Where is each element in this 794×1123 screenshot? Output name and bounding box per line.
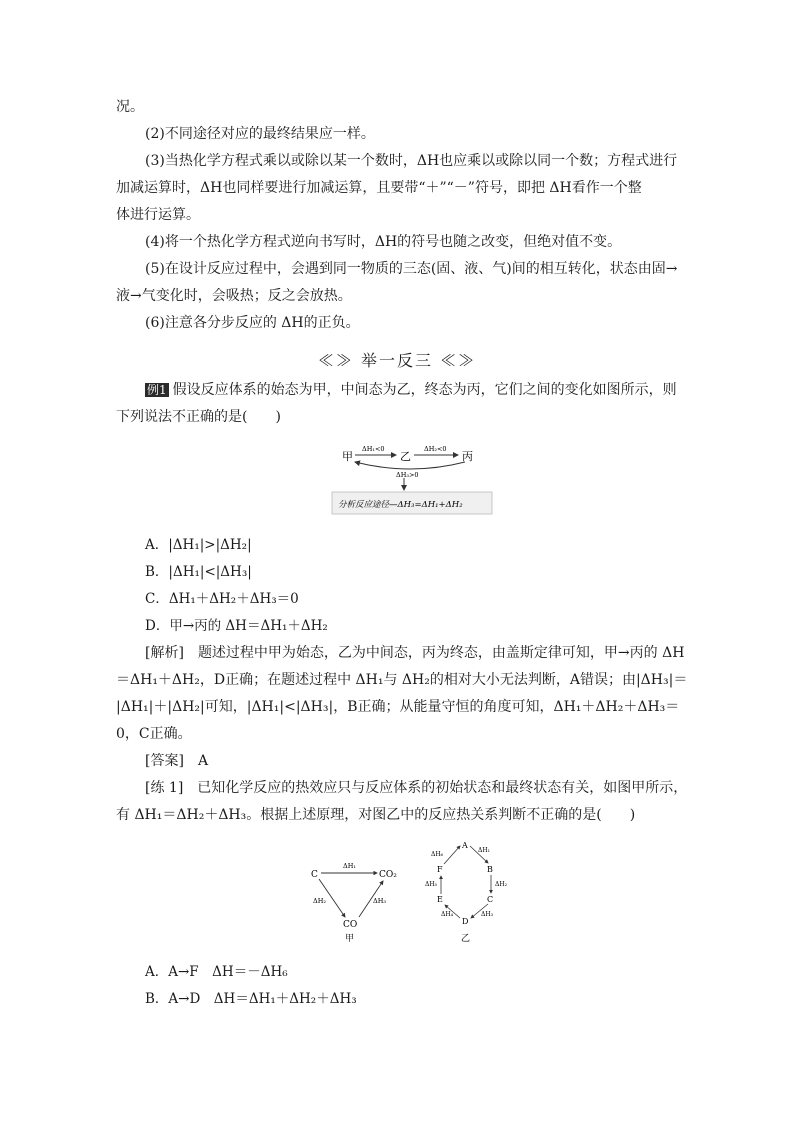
- state-yi: 乙: [400, 450, 411, 463]
- option-d: D．甲→丙的 ΔH＝ΔH₁＋ΔH₂: [145, 618, 328, 634]
- node-c: C: [311, 870, 318, 880]
- dh1-label: ΔH₁<0: [362, 445, 385, 453]
- rule-3-cont: 体进行运算。: [116, 207, 200, 223]
- node-d: D: [462, 917, 469, 926]
- caption-jia: 甲: [345, 934, 355, 944]
- dh5-label: ΔH₅: [425, 881, 437, 888]
- practice-option-b: B．A→D ΔH＝ΔH₁＋ΔH₂＋ΔH₃: [145, 991, 357, 1007]
- diagram-jia: [305, 855, 415, 945]
- state-bing: 丙: [462, 450, 473, 463]
- diagram-yi: [425, 838, 520, 948]
- node-c: C: [487, 895, 494, 904]
- node-co: CO: [343, 920, 358, 930]
- dh3-label: ΔH₃: [373, 897, 386, 905]
- option-b: B．|ΔH₁|<|ΔH₃|: [145, 564, 252, 580]
- caption-yi: 乙: [461, 934, 471, 944]
- option-a: A．|ΔH₁|>|ΔH₂|: [145, 537, 252, 553]
- example-tag: 例1: [147, 383, 167, 397]
- analysis-tag: [解析]: [145, 645, 184, 661]
- answer-value: A: [197, 753, 209, 769]
- example-question-cont: 下列说法不正确的是( ): [116, 409, 281, 425]
- practice-text: 已知化学反应的热效应只与反应体系的初始状态和最终状态有关，如图甲所示，: [197, 780, 688, 796]
- analysis-line: 0，C正确。: [116, 726, 192, 742]
- practice-option-a: A．A→F ΔH＝－ΔH₆: [145, 964, 288, 980]
- practice-question-cont: 有 ΔH₁＝ΔH₂＋ΔH₃。根据上述原理，对图乙中的反应热关系判断不正确的是( ): [116, 807, 636, 823]
- analysis-text: 题述过程中甲为始态，乙为中间态，丙为终态，由盖斯定律可知，甲→丙的 ΔH: [197, 645, 685, 661]
- diagram-note: 分析反应途径—ΔH₃=ΔH₁+ΔH₂: [338, 500, 463, 510]
- dh2-label: ΔH₂: [495, 881, 507, 888]
- option-c: C．ΔH₁＋ΔH₂＋ΔH₃＝0: [145, 591, 299, 607]
- state-jia: 甲: [342, 450, 353, 463]
- node-b: B: [487, 865, 493, 874]
- node-co2: CO₂: [379, 870, 397, 880]
- practice-tag: [练 1]: [145, 780, 184, 796]
- dh1-label: ΔH₁: [343, 862, 356, 870]
- node-a: A: [462, 841, 468, 850]
- node-f: F: [437, 865, 443, 874]
- analysis-line: |ΔH₁|＋|ΔH₂|可知，|ΔH₁|<|ΔH₃|，B正确；从能量守恒的角度可知，ΔH₁＋ΔH₂＋ΔH₃＝: [116, 699, 680, 715]
- analysis-line: [145, 643, 685, 663]
- question-text: 假设反应体系的始态为甲，中间态为乙，终态为丙，它们之间的变化如图所示，则: [172, 382, 677, 398]
- rule-3: (3)当热化学方程式乘以或除以某一个数时，ΔH也应乘以或除以同一个数；方程式进行: [145, 153, 678, 169]
- example-diagram: [330, 440, 500, 518]
- text-line: 况。: [116, 99, 144, 115]
- rule-2: (2)不同途径对应的最终结果应一样。: [145, 126, 375, 142]
- node-e: E: [437, 895, 443, 904]
- rule-5-cont: 液→气变化时，会吸热；反之会放热。: [116, 288, 352, 304]
- dh3-label: ΔH₃>0: [396, 471, 419, 479]
- answer-line: [145, 751, 682, 771]
- dh6-label: ΔH₆: [431, 851, 443, 858]
- dh3-label: ΔH₃: [481, 911, 493, 918]
- rule-4: (4)将一个热化学方程式逆向书写时，ΔH的符号也随之改变，但绝对值不变。: [145, 234, 622, 250]
- dh2-label: ΔH₂<0: [424, 445, 447, 453]
- rule-3-cont: 加减运算时，ΔH也同样要进行加减运算，且要带“＋”“－”符号，即把 ΔH看作一个整: [116, 180, 642, 196]
- rule-5: (5)在设计反应过程中，会遇到同一物质的三态(固、液、气)间的相互转化，状态由固→: [145, 261, 678, 277]
- analysis-line: ＝ΔH₁＋ΔH₂，D正确；在题述过程中 ΔH₁与 ΔH₂的相对大小无法判断，A错误；由|ΔH₃|＝: [116, 672, 688, 688]
- dh4-label: ΔH₄: [441, 911, 453, 918]
- rule-6: (6)注意各分步反应的 ΔH的正负。: [145, 315, 360, 331]
- dh2-label: ΔH₂: [313, 897, 326, 905]
- section-title: ≪≫ 举一反三 ≪≫: [317, 351, 477, 370]
- answer-tag: [答案]: [145, 753, 184, 769]
- example-question: [145, 380, 682, 400]
- dh1-label: ΔH₁: [478, 847, 490, 854]
- practice-question: [145, 778, 688, 798]
